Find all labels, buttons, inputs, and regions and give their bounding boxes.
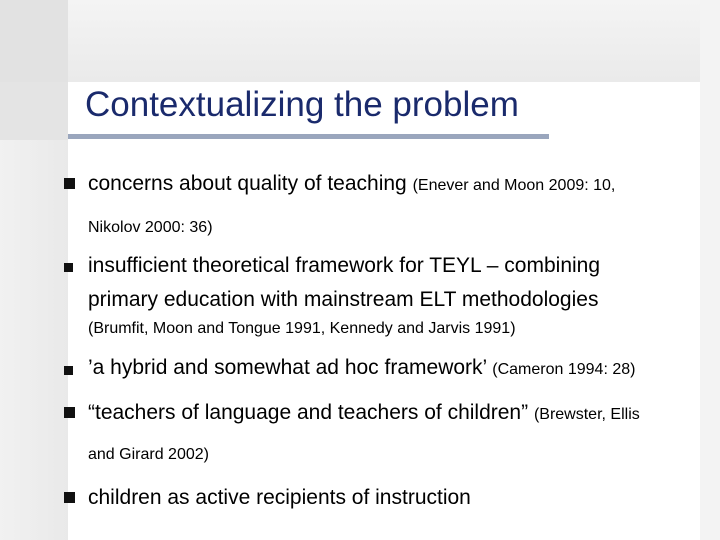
bullet-4-text (88, 401, 640, 425)
frame-step (0, 82, 68, 140)
title-underline (68, 134, 549, 139)
bullet-3-citation: (Cameron 1994: 28) (492, 361, 636, 378)
frame-right (700, 0, 720, 540)
slide-title: Contextualizing the problem (85, 85, 519, 124)
square-bullet-icon (64, 492, 75, 503)
bullet-4-citation-cont: and Girard 2002) (88, 446, 209, 463)
bullet-3-text (88, 356, 635, 380)
frame-top (0, 0, 720, 82)
bullet-3-main: ’a hybrid and somewhat ad hoc framework’ (88, 356, 487, 379)
bullet-2-line-1: insufficient theoretical framework for TEYL – combining (88, 254, 601, 277)
bullet-1-citation: (Enever and Moon 2009: 10, (412, 177, 616, 194)
bullet-2-citation: (Brumfit, Moon and Tongue 1991, Kennedy and Jarvis 1991) (88, 320, 516, 337)
bullet-1-text (88, 172, 615, 196)
bullet-4-main: “teachers of language and teachers of children” (88, 401, 529, 424)
bullet-1-main: concerns about quality of teaching (88, 172, 407, 195)
bullet-4-citation: (Brewster, Ellis (533, 406, 640, 423)
bullet-1-citation-cont: Nikolov 2000: 36) (88, 219, 213, 236)
frame-left (0, 82, 68, 540)
square-bullet-icon (64, 407, 75, 418)
bullet-2-line-2: primary education with mainstream ELT methodologies (88, 288, 599, 311)
square-bullet-icon (64, 366, 73, 375)
bullet-5-text: children as active recipients of instruction (88, 486, 471, 509)
frame-corner (0, 0, 68, 82)
square-bullet-icon (64, 178, 75, 189)
square-bullet-icon (64, 263, 73, 272)
